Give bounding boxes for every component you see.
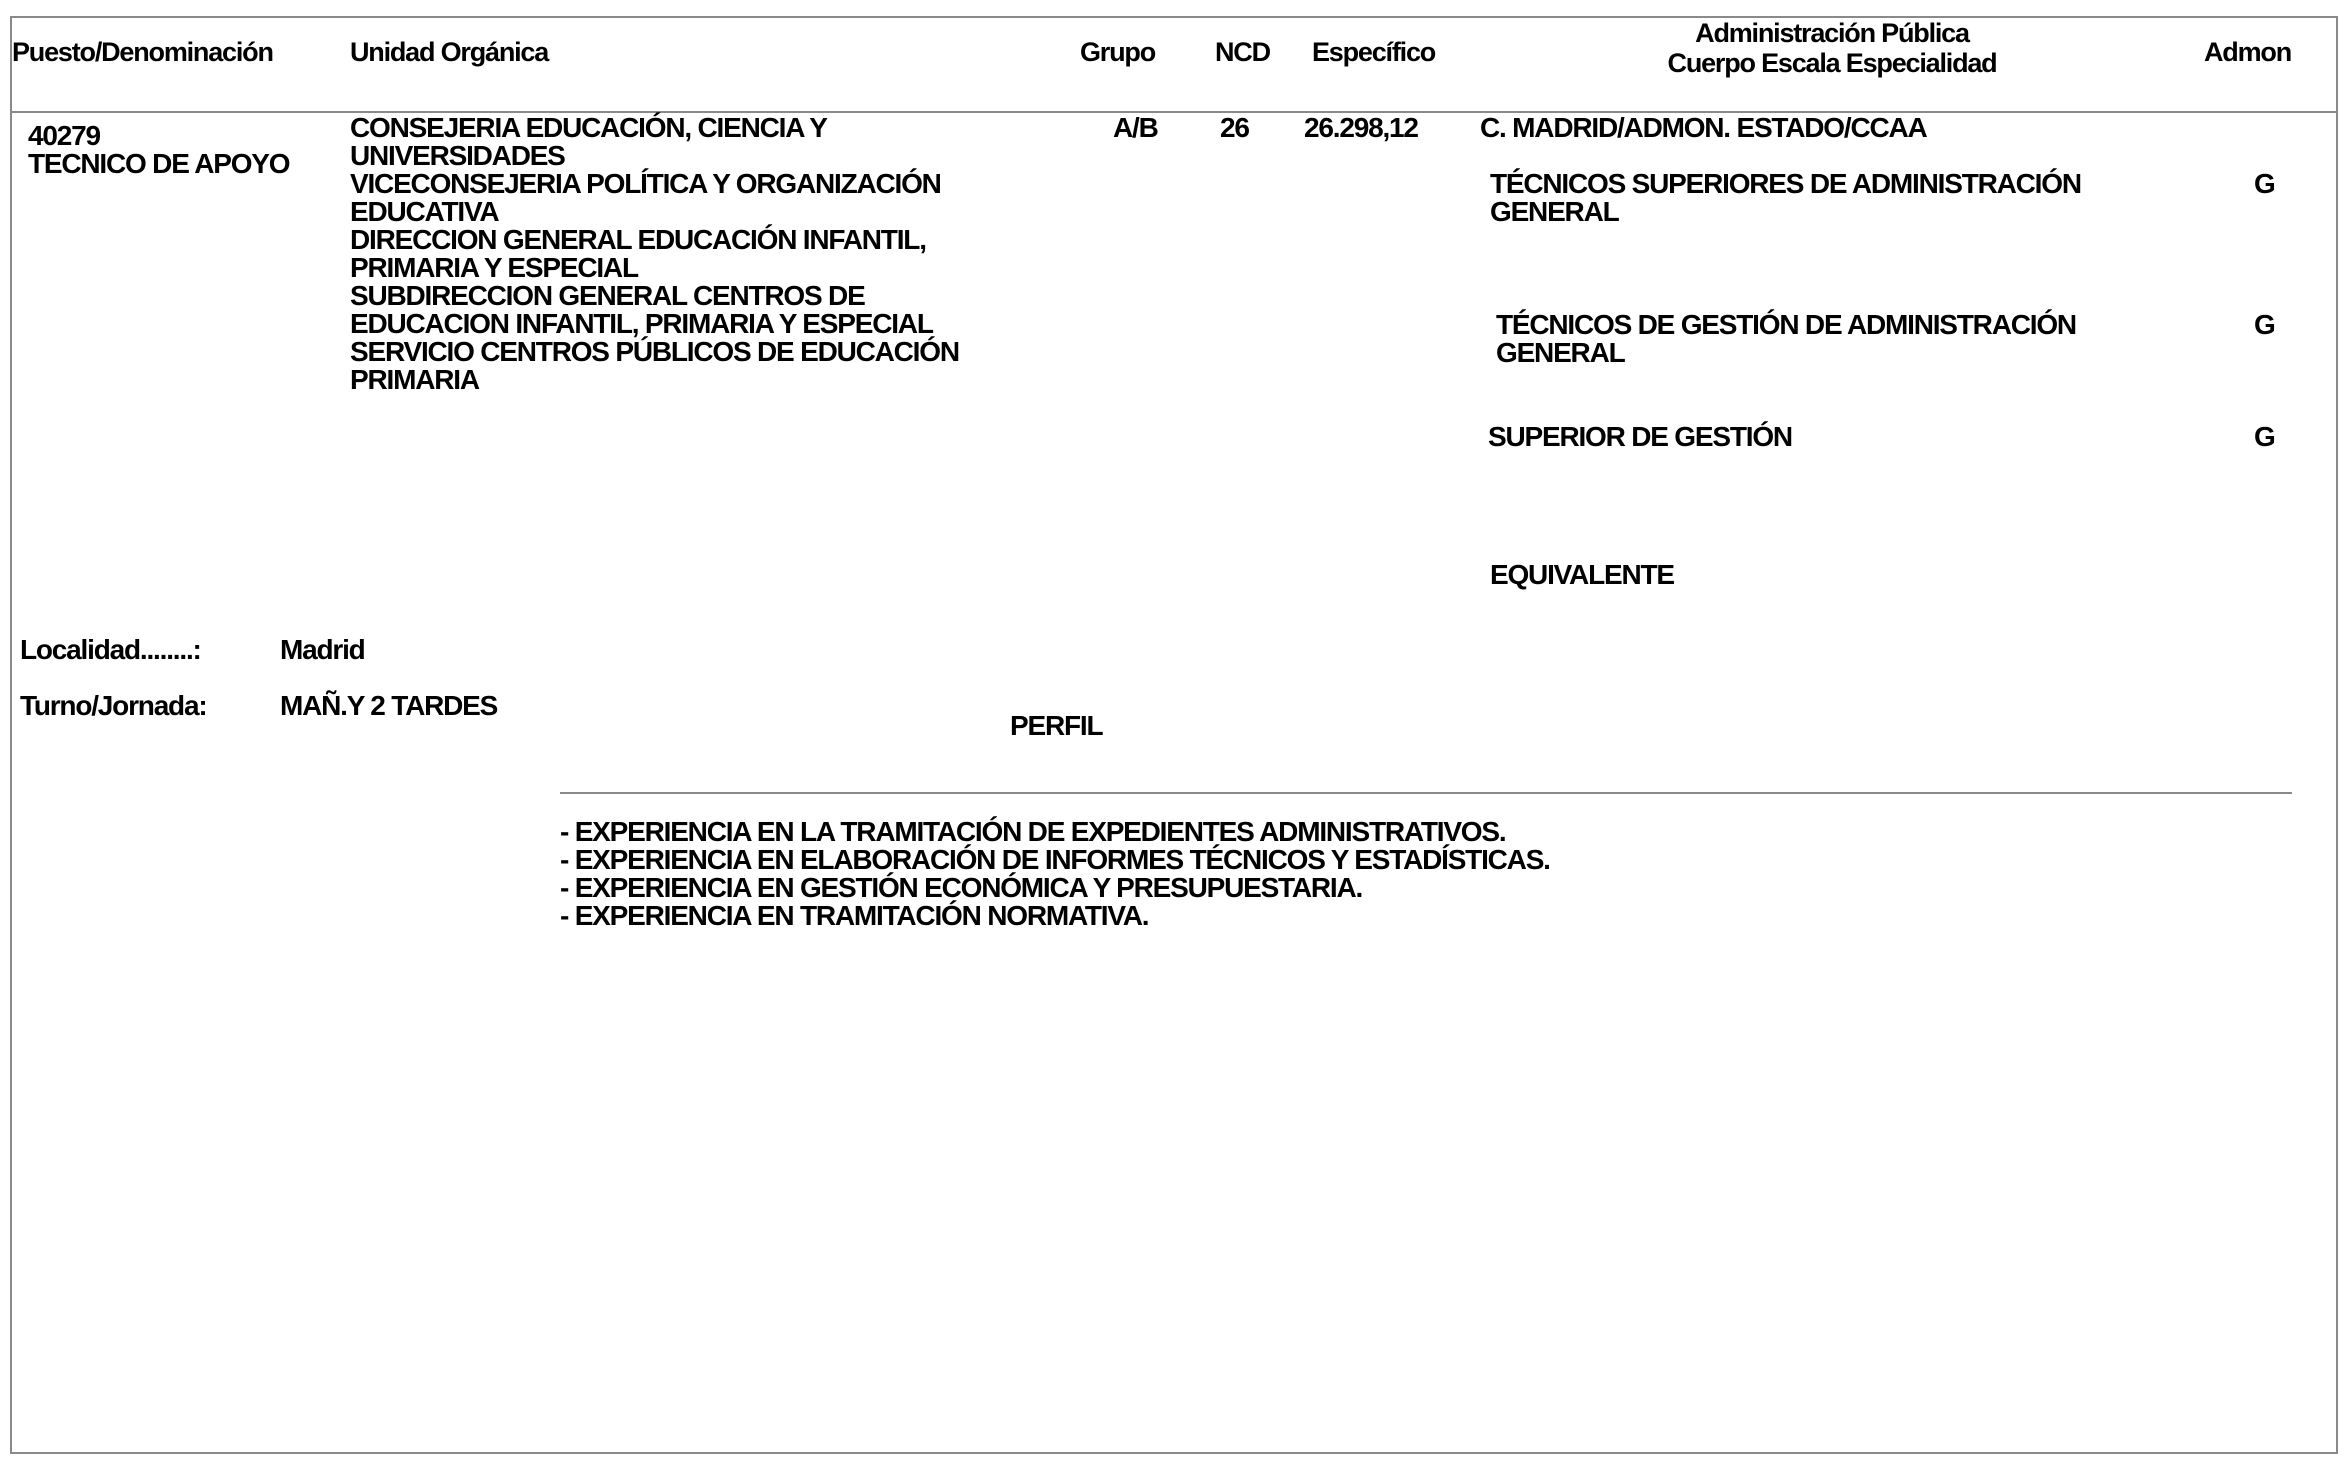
unidad-line: DIRECCION GENERAL EDUCACIÓN INFANTIL, <box>350 224 926 255</box>
perfil-requirements <box>560 818 1550 930</box>
header-administracion <box>1572 18 2092 78</box>
unidad-line: PRIMARIA <box>350 364 479 395</box>
unidad-line: PRIMARIA Y ESPECIAL <box>350 252 638 283</box>
unidad-line: EDUCATIVA <box>350 196 499 227</box>
turno-label: Turno/Jornada: <box>20 690 207 721</box>
unidad-line: SERVICIO CENTROS PÚBLICOS DE EDUCACIÓN <box>350 336 959 367</box>
cuerpo-item <box>1496 311 2076 367</box>
unidad-line: SUBDIRECCION GENERAL CENTROS DE <box>350 280 865 311</box>
cuerpo-line2: GENERAL <box>1490 196 1619 227</box>
perfil-divider <box>560 792 2292 794</box>
cuerpo-admon: G <box>2254 309 2275 340</box>
cuerpo-line2: GENERAL <box>1496 337 1625 368</box>
puesto-denominacion: TECNICO DE APOYO <box>28 148 290 179</box>
cuerpo-line1: TÉCNICOS SUPERIORES DE ADMINISTRACIÓN <box>1490 168 2081 199</box>
cuerpo-admon: G <box>2254 421 2275 452</box>
header-admin-line1: Administración Pública <box>1695 18 1969 48</box>
cuerpo-line1: TÉCNICOS DE GESTIÓN DE ADMINISTRACIÓN <box>1496 309 2076 340</box>
unidad-line: CONSEJERIA EDUCACIÓN, CIENCIA Y <box>350 112 827 143</box>
header-ncd: NCD <box>1215 37 1270 67</box>
puesto-codigo: 40279 <box>28 120 100 151</box>
cuerpo-admon: G <box>2254 168 2275 199</box>
turno-value: MAÑ.Y 2 TARDES <box>280 690 498 721</box>
cuerpo-item <box>1490 170 2081 226</box>
header-especifico: Específico <box>1312 37 1436 67</box>
perfil-title: PERFIL <box>1010 710 1103 741</box>
ncd-value: 26 <box>1220 112 1249 143</box>
unidad-line: UNIVERSIDADES <box>350 140 565 171</box>
header-admon: Admon <box>2204 37 2291 67</box>
unidad-organica <box>350 114 959 394</box>
perfil-item: - EXPERIENCIA EN GESTIÓN ECONÓMICA Y PRESUPUESTARIA. <box>560 872 1363 903</box>
unidad-line: EDUCACION INFANTIL, PRIMARIA Y ESPECIAL <box>350 308 933 339</box>
header-grupo: Grupo <box>1080 37 1155 67</box>
cuerpo-line1: EQUIVALENTE <box>1490 559 1674 590</box>
unidad-line: VICECONSEJERIA POLÍTICA Y ORGANIZACIÓN <box>350 168 941 199</box>
cuerpo-item <box>1488 423 1792 451</box>
perfil-item: - EXPERIENCIA EN TRAMITACIÓN NORMATIVA. <box>560 900 1149 931</box>
perfil-item: - EXPERIENCIA EN LA TRAMITACIÓN DE EXPEDIENTES ADMINISTRATIVOS. <box>560 816 1506 847</box>
localidad-value: Madrid <box>280 634 365 665</box>
header-admin-line2: Cuerpo Escala Especialidad <box>1667 48 1997 78</box>
header-unidad: Unidad Orgánica <box>350 37 549 67</box>
header-puesto: Puesto/Denominación <box>12 37 273 67</box>
localidad-label: Localidad........: <box>20 634 201 665</box>
perfil-item: - EXPERIENCIA EN ELABORACIÓN DE INFORMES TÉCNICOS Y ESTADÍSTICAS. <box>560 844 1550 875</box>
cuerpo-item <box>1490 561 1674 589</box>
cuerpo-line1: SUPERIOR DE GESTIÓN <box>1488 421 1792 452</box>
especifico-value: 26.298,12 <box>1304 112 1418 143</box>
job-posting-sheet <box>10 16 2338 1454</box>
grupo-value: A/B <box>1113 112 1158 143</box>
administracion-value: C. MADRID/ADMON. ESTADO/CCAA <box>1480 112 1927 143</box>
